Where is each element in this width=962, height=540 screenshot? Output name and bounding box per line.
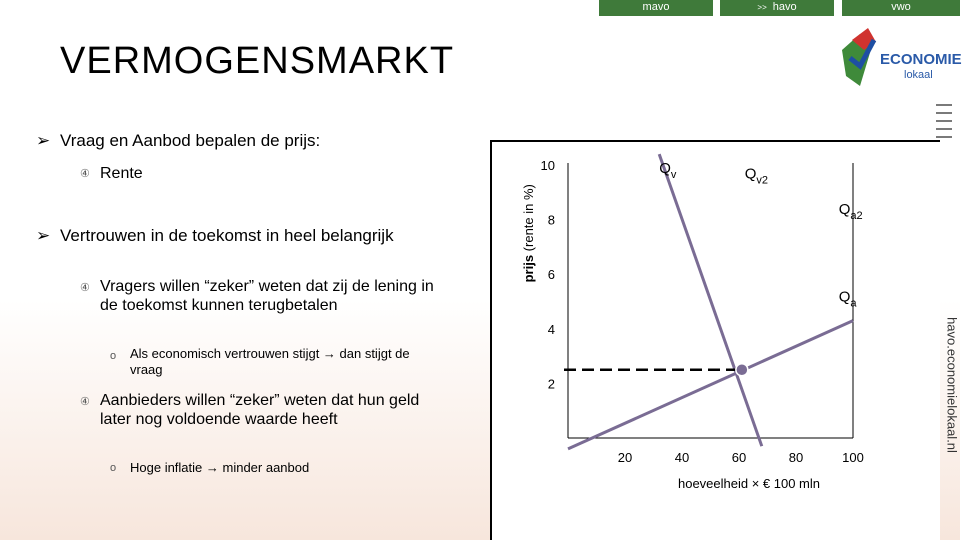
curve-label: $Q_v$ [659,160,677,182]
y-axis-label: prijs (rente in %) [521,184,536,283]
chart-frame [490,140,940,540]
circle-arrow-icon: ④ [80,282,90,294]
side-url[interactable] [942,300,962,470]
y-tick-label: 8 [547,212,555,228]
arrow-bullet-icon: ➢ [36,226,51,245]
bullet-text: Vraag en Aanbod bepalen de prijs: [60,131,321,150]
y-tick-label: 2 [547,376,555,392]
bullet-text: Vragers willen “zeker” weten dat zij de lening in de toekomst kunnen terugbetalen [100,278,434,314]
curve-label: $Q_{v2}$ [744,165,768,187]
curve-label: $Q_{a2}$ [838,201,863,223]
nav-vwo[interactable] [842,0,960,16]
x-tick-label: 80 [788,450,804,465]
x-tick-label: 100 [842,450,864,465]
x-tick-label: 40 [674,450,690,465]
y-tick-label: 10 [540,158,555,173]
bullet-level1 [36,226,400,246]
curve-label: $Q_a$ [838,288,857,310]
side-bar-line [936,128,952,130]
series-line-qa [568,321,853,449]
nav-mavo[interactable] [599,0,713,16]
x-tick-label: 20 [617,450,633,465]
side-url-text: havo.economielokaal.nl [944,317,960,453]
nav-arrows-icon: >> [757,3,767,12]
nav-vwo-label: vwo [891,1,911,13]
bullet-text: Rente [100,165,143,182]
bullet-text: Als economisch vertrouwen stijgt → dan stijgt de vraag [130,346,410,377]
x-axis-label: hoeveelheid × € 100 mln [677,476,821,491]
bullet-level3 [110,460,310,475]
side-bar-line [936,136,952,138]
x-tick-label: 60 [731,450,747,465]
side-bar-line [936,104,952,106]
logo-word-1: ECONOMIE [880,51,962,68]
nav-havo[interactable] [720,0,834,16]
side-bars-decoration [936,104,952,144]
circle-arrow-icon: ④ [80,396,90,408]
logo-word-2: lokaal [904,69,933,81]
side-bar-line [936,120,952,122]
circle-arrow-icon: ④ [80,168,90,180]
page-title: VERMOGENSMARKT [60,40,455,82]
bullet-level2 [80,277,440,315]
nav-havo-label: havo [772,1,797,13]
side-bar-line [936,112,952,114]
bullet-text: Vertrouwen in de toekomst in heel belangrijk [60,226,394,245]
chart-svg [492,142,940,540]
bullet-level1 [36,131,321,151]
circle-bullet-icon: o [110,350,117,362]
bullet-level3 [110,346,420,378]
y-tick-label: 4 [547,321,555,337]
economie-lokaal-logo[interactable] [838,20,962,92]
bullet-text: Aanbieders willen “zeker” weten dat hun geld later nog voldoende waarde heeft [100,392,420,428]
bullet-text: Hoge inflatie → minder aanbod [130,460,310,475]
arrow-bullet-icon: ➢ [36,131,51,150]
nav-mavo-label: mavo [642,1,670,13]
bullet-level2 [80,165,143,183]
equilibrium-point [736,364,748,376]
y-tick-label: 6 [547,267,555,283]
bullet-level2 [80,391,430,429]
circle-bullet-icon: o [110,462,117,474]
